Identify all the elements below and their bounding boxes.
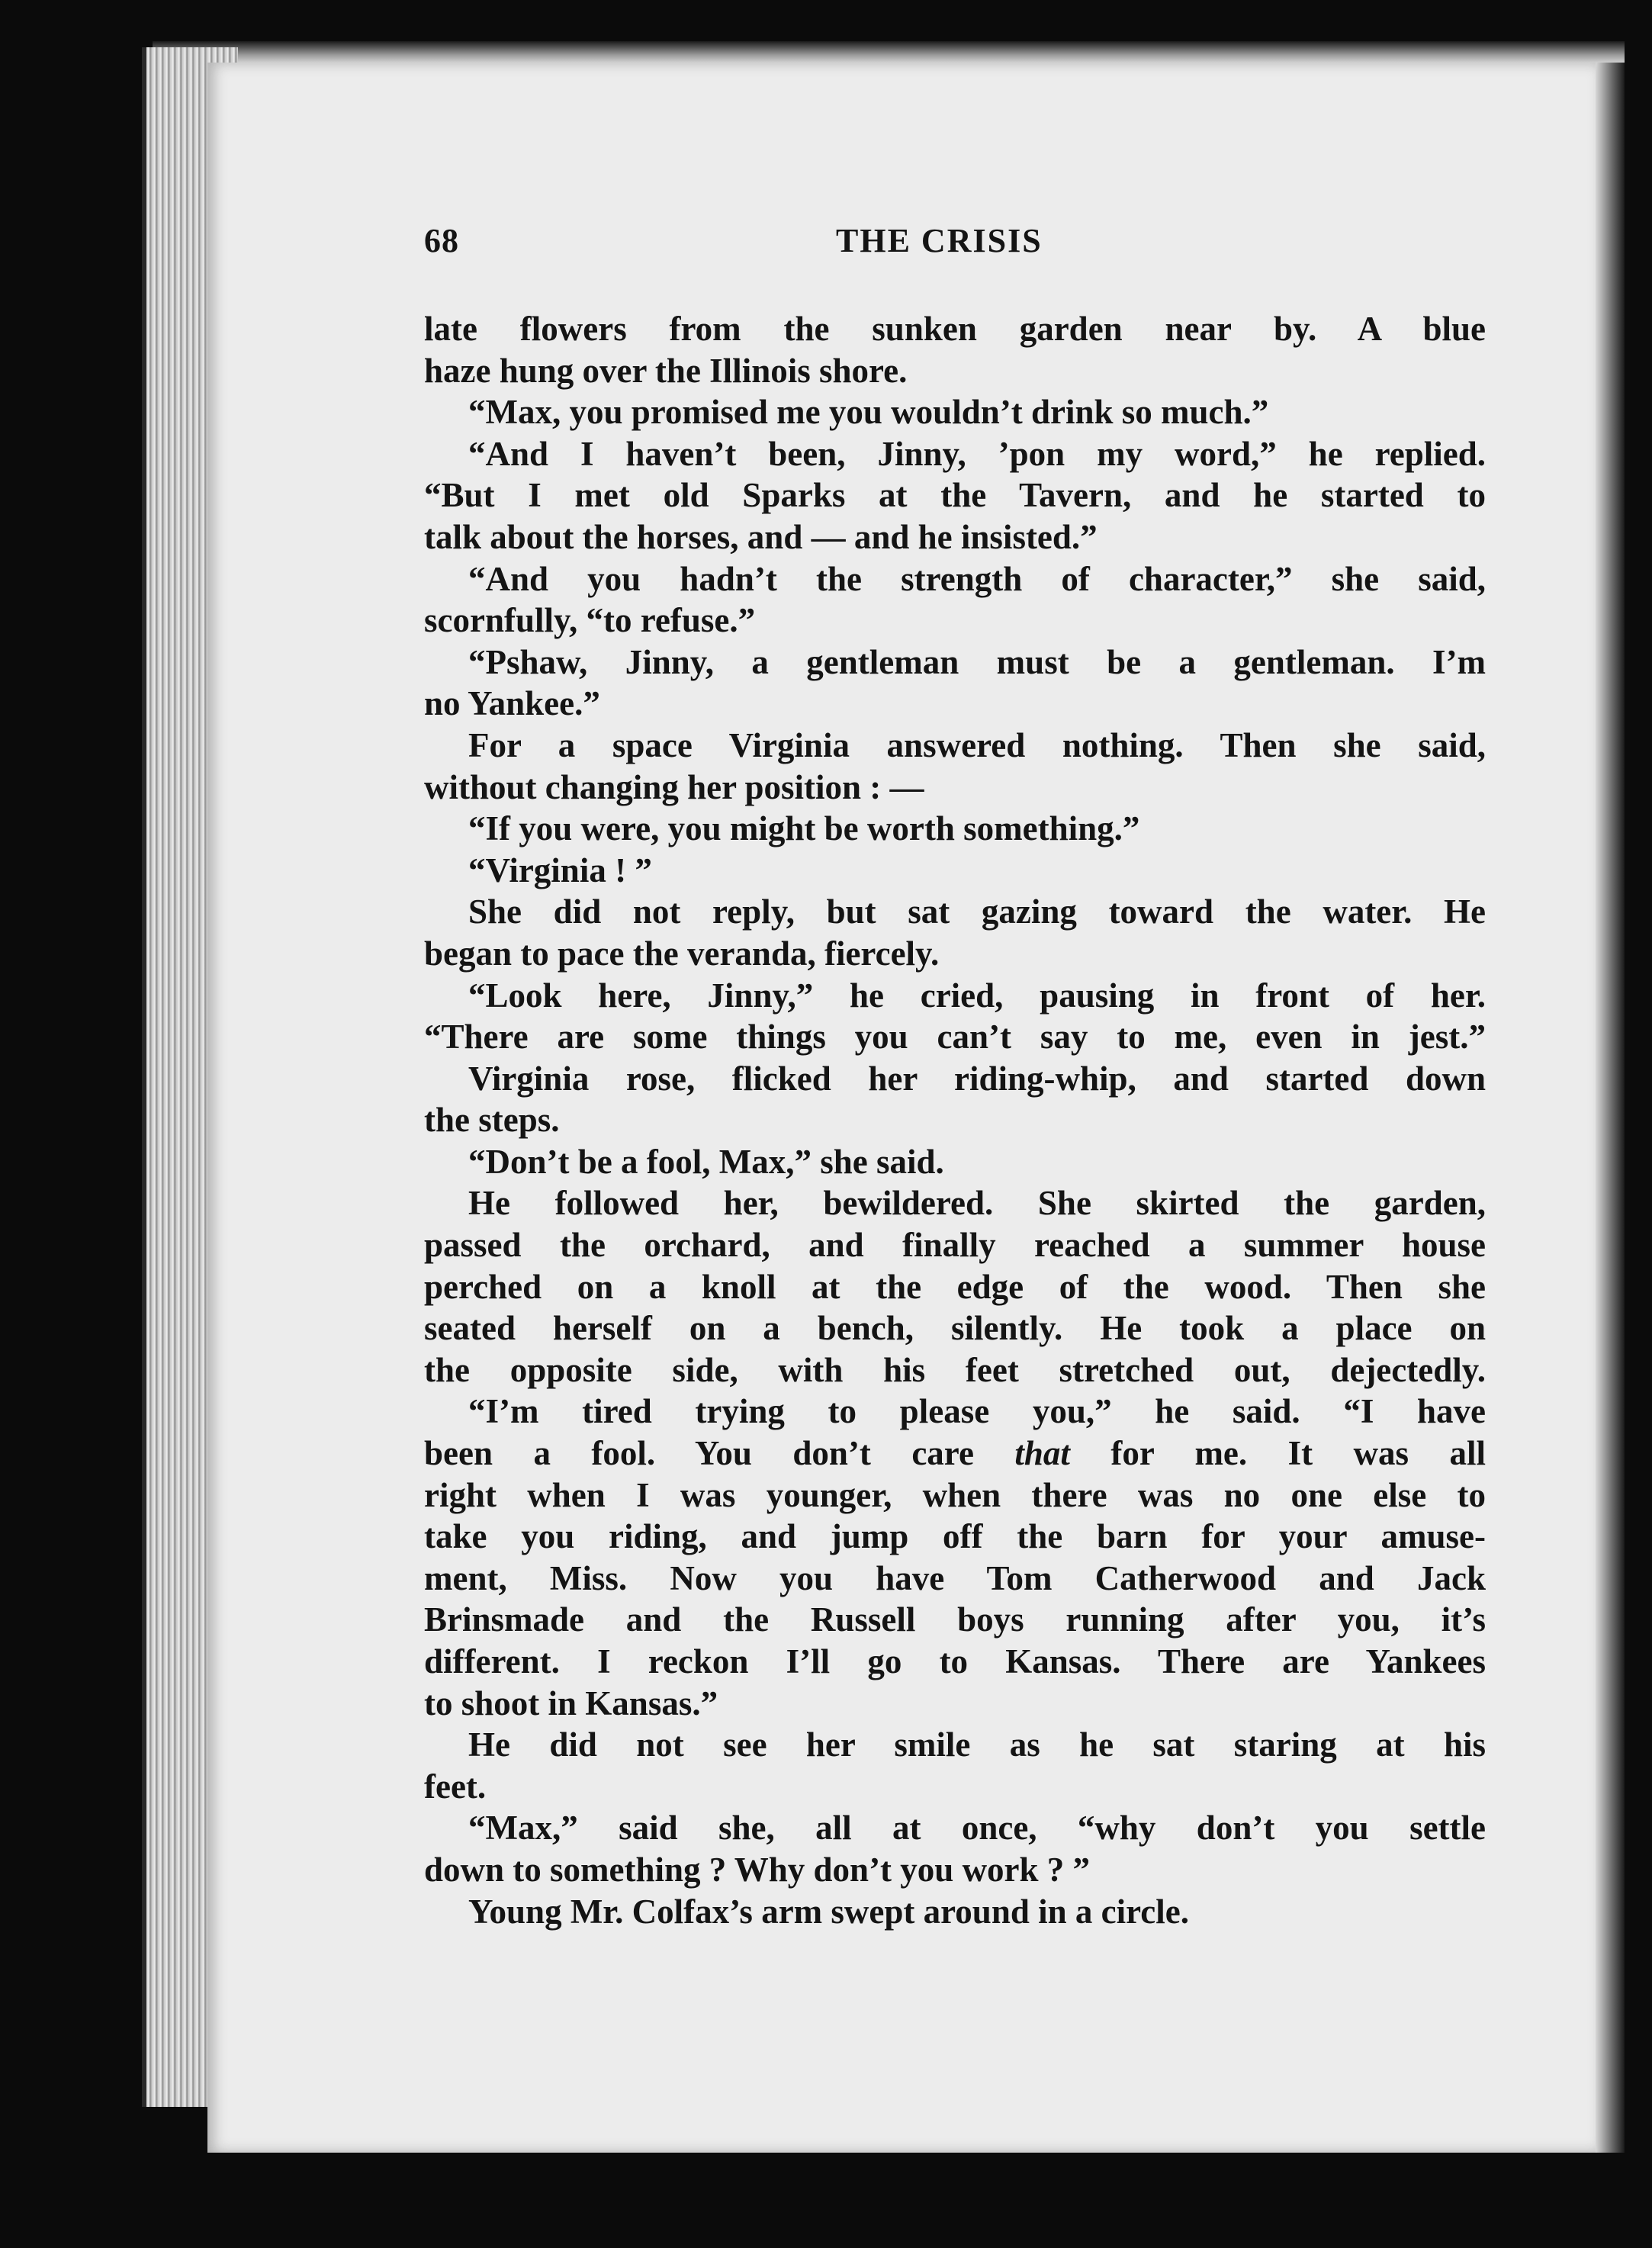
text-line: scornfully, “to refuse.” <box>424 601 756 640</box>
text-line: Young Mr. Colfax’s arm swept around in a circle. <box>468 1892 1189 1931</box>
text-line: passed the orchard, and finally reached a summer house <box>424 1226 1486 1265</box>
text-line: She did not reply, but sat gazing toward the water. He <box>468 892 1486 931</box>
text-line: right when I was younger, when there was no one else to <box>424 1475 1486 1514</box>
text-line: “I’m tired trying to please you,” he said. “I have <box>468 1392 1486 1431</box>
text-line: without changing her position : — <box>424 767 924 806</box>
text-line: “Pshaw, Jinny, a gentleman must be a gentleman. I’m <box>468 642 1486 681</box>
text-line: For a space Virginia answered nothing. Then she said, <box>468 725 1486 764</box>
text-line: talk about the horses, and — and he insisted.” <box>424 517 1098 556</box>
italic-word: that <box>1014 1434 1070 1473</box>
text-line: “Max,” said she, all at once, “why don’t you settle <box>468 1809 1486 1848</box>
text-line: haze hung over the Illinois shore. <box>424 351 908 390</box>
text-line: take you riding, and jump off the barn for your amuse- <box>424 1517 1486 1556</box>
text-line: “If you were, you might be worth something.” <box>468 809 1140 848</box>
text-line: different. I reckon I’ll go to Kansas. There are Yankees <box>424 1642 1486 1680</box>
text-line: “And you hadn’t the strength of character,” she said, <box>468 559 1486 598</box>
text-line: “But I met old Sparks at the Tavern, and he started to <box>424 476 1486 515</box>
text-line: seated herself on a bench, silently. He took a place on <box>424 1309 1486 1348</box>
text-line: He did not see her smile as he sat staring at his <box>468 1725 1486 1764</box>
text-line: “Virginia ! ” <box>468 851 652 889</box>
text-line: “Look here, Jinny,” he cried, pausing in front of her. <box>468 976 1486 1015</box>
page-header <box>424 221 1477 275</box>
body-text <box>424 308 1486 1932</box>
text-line: to shoot in Kansas.” <box>424 1684 718 1722</box>
page-number: 68 <box>424 222 459 259</box>
text-line: Brinsmade and the Russell boys running after you, it’s <box>424 1600 1486 1639</box>
text-line: ment, Miss. Now you have Tom Catherwood and Jack <box>424 1558 1486 1597</box>
running-head: THE CRISIS <box>836 222 1043 259</box>
book-gutter <box>1596 63 1625 2153</box>
text-line: He followed her, bewildered. She skirted the garden, <box>468 1184 1486 1223</box>
text-line: down to something ? Why don’t you work ? ” <box>424 1850 1091 1889</box>
text-line: late flowers from the sunken garden near by. A blue <box>424 310 1486 348</box>
book-top-edge <box>153 41 1625 64</box>
text-line: “There are some things you can’t say to me, even in jest.” <box>424 1018 1486 1056</box>
text-line: no Yankee.” <box>424 684 600 723</box>
text-line: the steps. <box>424 1101 560 1140</box>
text-line: Virginia rose, flicked her riding-whip, and started down <box>468 1059 1486 1098</box>
text-line: “And I haven’t been, Jinny, ’pon my word,” he replied. <box>468 434 1486 473</box>
text-line: “Don’t be a fool, Max,” she said. <box>468 1142 944 1181</box>
text-line: perched on a knoll at the edge of the wood. Then she <box>424 1267 1486 1306</box>
text-line: the opposite side, with his feet stretched out, dejectedly. <box>424 1350 1486 1389</box>
text-line: “Max, you promised me you wouldn’t drink so much.” <box>468 393 1269 432</box>
text-line: been a fool. You don’t care that for me. It was all <box>424 1434 1486 1473</box>
text-line: began to pace the veranda, fiercely. <box>424 934 940 973</box>
text-line: feet. <box>424 1767 487 1806</box>
